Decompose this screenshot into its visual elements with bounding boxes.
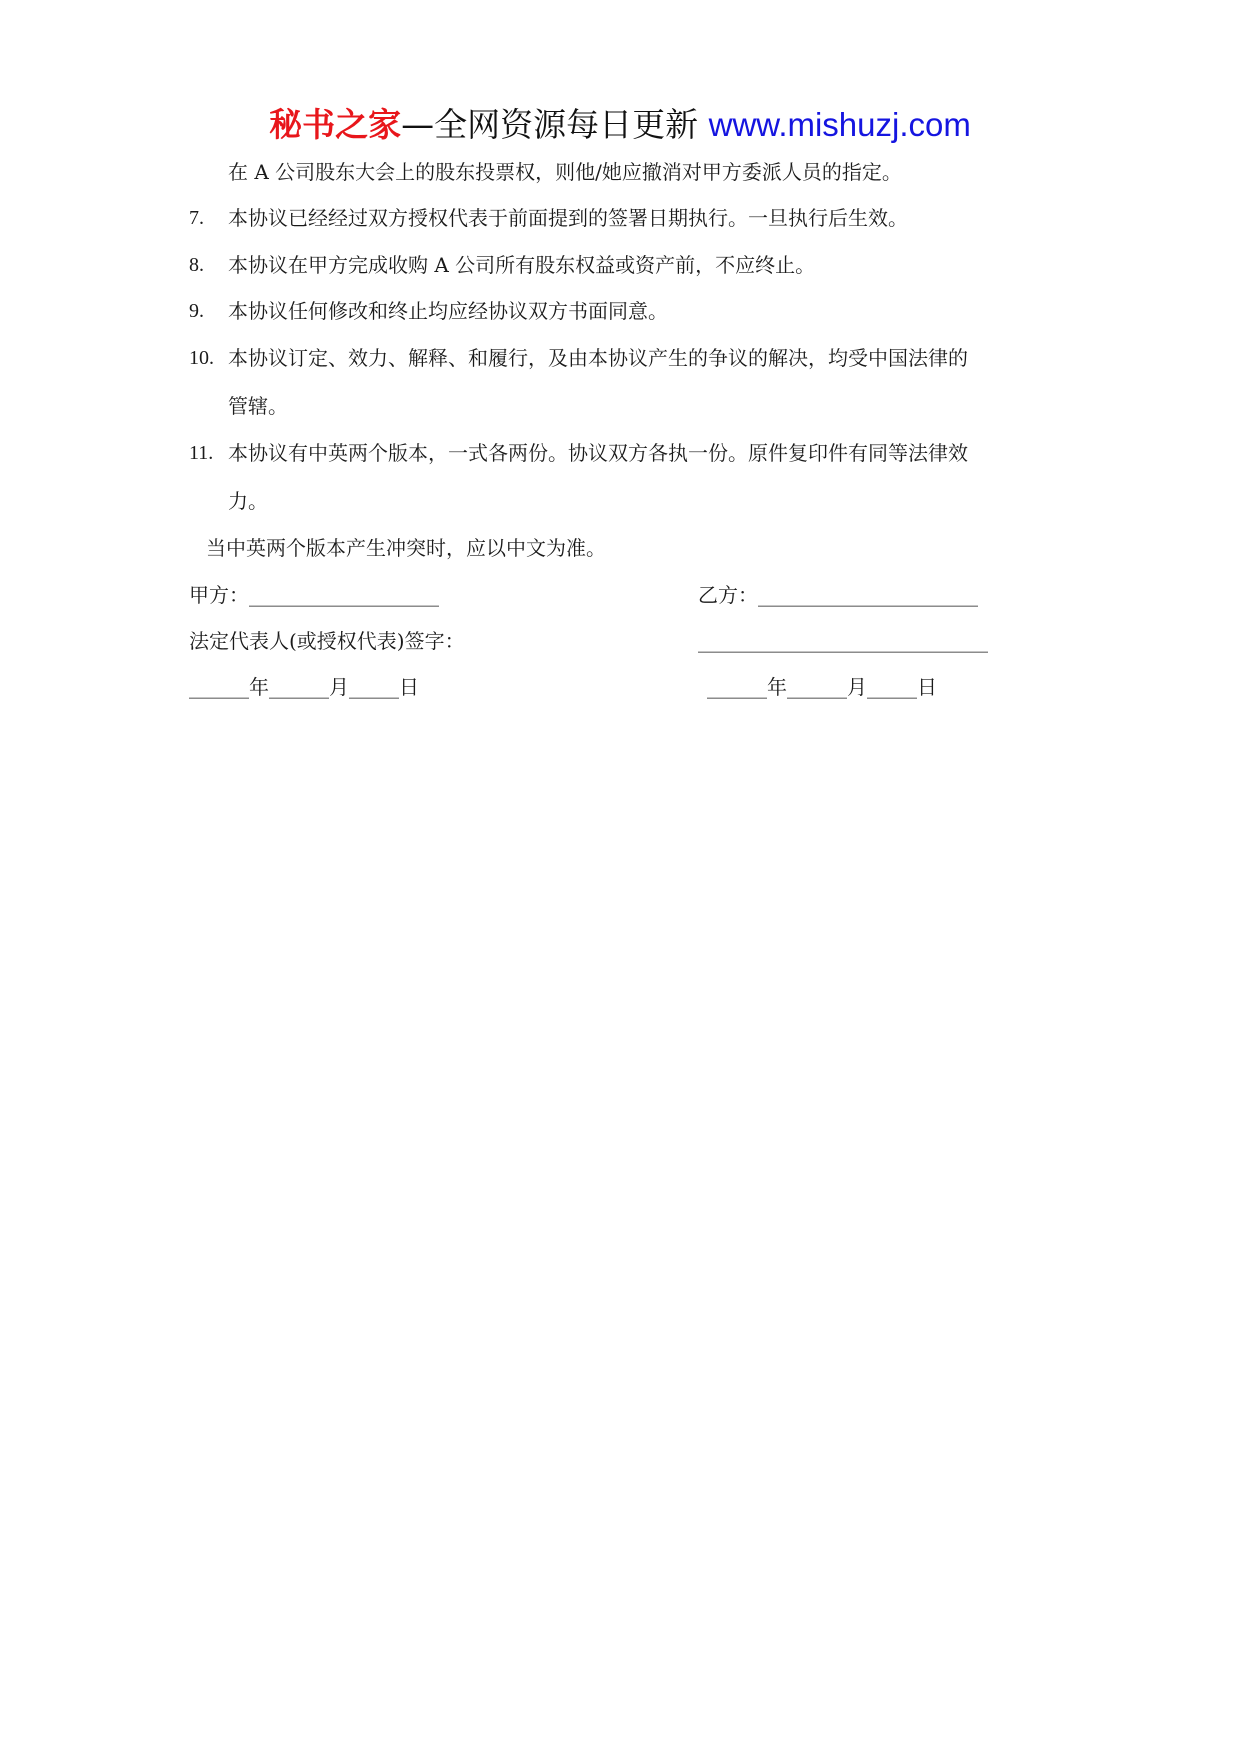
item-number-9: 9.	[189, 300, 204, 322]
item-number-10: 10.	[189, 347, 214, 369]
party-b-date-field: ______年______月_____日	[707, 675, 937, 699]
party-b-representative-line: _____________________________	[698, 629, 988, 653]
item-10-text-line-2: 管辖。	[228, 394, 288, 418]
representative-signature-label: 法定代表人(或授权代表)签字：	[189, 629, 465, 653]
language-note: 当中英两个版本产生冲突时，应以中文为准。	[206, 536, 606, 560]
header-url-link[interactable]: www.mishuzj.com	[708, 106, 971, 143]
item-9-text: 本协议任何修改和终止均应经协议双方书面同意。	[228, 299, 668, 323]
item-11-text-line-1: 本协议有中英两个版本，一式各两份。协议双方各执一份。原件复印件有同等法律效	[228, 441, 968, 465]
header-brand: 秘书之家	[269, 105, 402, 144]
party-a-signature-field: 甲方：___________________	[189, 583, 439, 607]
item-number-8: 8.	[189, 254, 204, 276]
party-a-date-field: ______年______月_____日	[189, 675, 419, 699]
item-11-text-line-2: 力。	[228, 489, 268, 513]
header-slogan: —全网资源每日更新	[401, 105, 699, 144]
item-7-text: 本协议已经经过双方授权代表于前面提到的签署日期执行。一旦执行后生效。	[228, 206, 908, 230]
party-b-signature-field: 乙方：______________________	[698, 583, 978, 607]
continuation-text: 在 A 公司股东大会上的股东投票权，则他/她应撤消对甲方委派人员的指定。	[228, 160, 902, 184]
item-8-text: 本协议在甲方完成收购 A 公司所有股东权益或资产前，不应终止。	[228, 253, 816, 277]
item-10-text-line-1: 本协议订定、效力、解释、和履行，及由本协议产生的争议的解决，均受中国法律的	[228, 346, 968, 370]
site-header	[0, 100, 1240, 150]
item-number-7: 7.	[189, 207, 204, 229]
item-number-11: 11.	[189, 442, 214, 464]
